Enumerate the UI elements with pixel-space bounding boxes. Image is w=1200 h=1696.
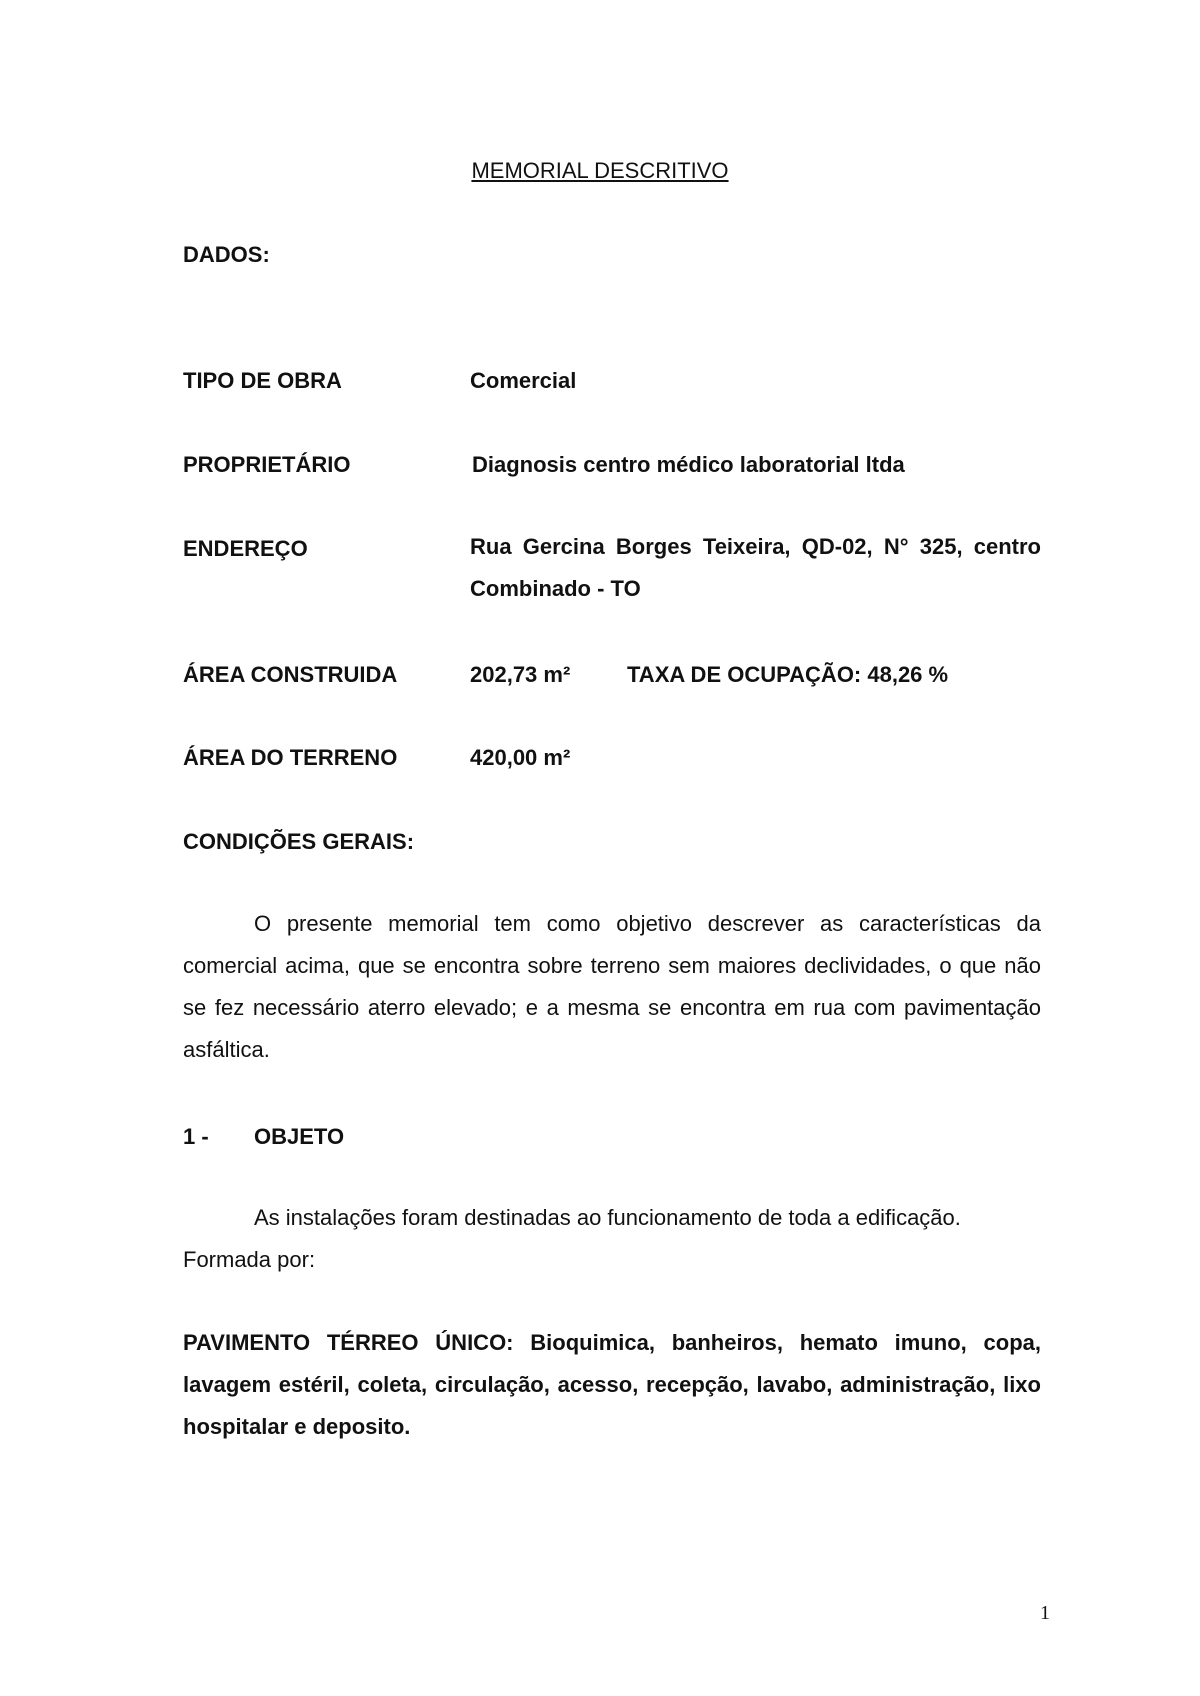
endereco-label: ENDEREÇO bbox=[183, 536, 308, 561]
dados-heading: DADOS: bbox=[183, 242, 270, 267]
area-construida-value: 202,73 m² bbox=[470, 662, 571, 687]
objeto-text: As instalações foram destinadas ao funcionamento de toda a edificação. Formada por: bbox=[183, 1205, 961, 1272]
section-title: OBJETO bbox=[254, 1124, 345, 1149]
tipo-obra-value: Comercial bbox=[470, 368, 577, 393]
area-terreno-value: 420,00 m² bbox=[470, 745, 571, 770]
condicoes-paragraph: O presente memorial tem como objetivo descrever as características da comercial acima, que se encontra sobre terreno sem maiores declividades, o que não se fez necessário aterro elevado; e a mesma se encontra em rua com pavimentação asfáltica. bbox=[183, 911, 1041, 1062]
proprietario-label: PROPRIETÁRIO bbox=[183, 452, 351, 477]
area-construida-label: ÁREA CONSTRUIDA bbox=[183, 662, 398, 687]
proprietario-value: Diagnosis centro médico laboratorial ltda bbox=[472, 452, 905, 477]
endereco-value: Rua Gercina Borges Teixeira, QD-02, N° 325, centro Combinado - TO bbox=[470, 534, 1041, 601]
objeto-paragraph bbox=[183, 1197, 1041, 1281]
area-terreno-label: ÁREA DO TERRENO bbox=[183, 745, 398, 770]
page-number: 1 bbox=[1040, 1602, 1050, 1624]
condicoes-heading: CONDIÇÕES GERAIS: bbox=[183, 829, 415, 854]
tipo-obra-label: TIPO DE OBRA bbox=[183, 368, 342, 393]
taxa-ocupacao: TAXA DE OCUPAÇÃO: 48,26 % bbox=[627, 662, 949, 687]
pavimento-paragraph: PAVIMENTO TÉRREO ÚNICO: Bioquimica, banheiros, hemato imuno, copa, lavagem estéril, coleta, circulação, acesso, recepção, lavabo, administração, lixo hospitalar e deposito. bbox=[183, 1330, 1041, 1439]
section-number: 1 - bbox=[183, 1124, 209, 1149]
document-title: MEMORIAL DESCRITIVO bbox=[471, 158, 729, 183]
